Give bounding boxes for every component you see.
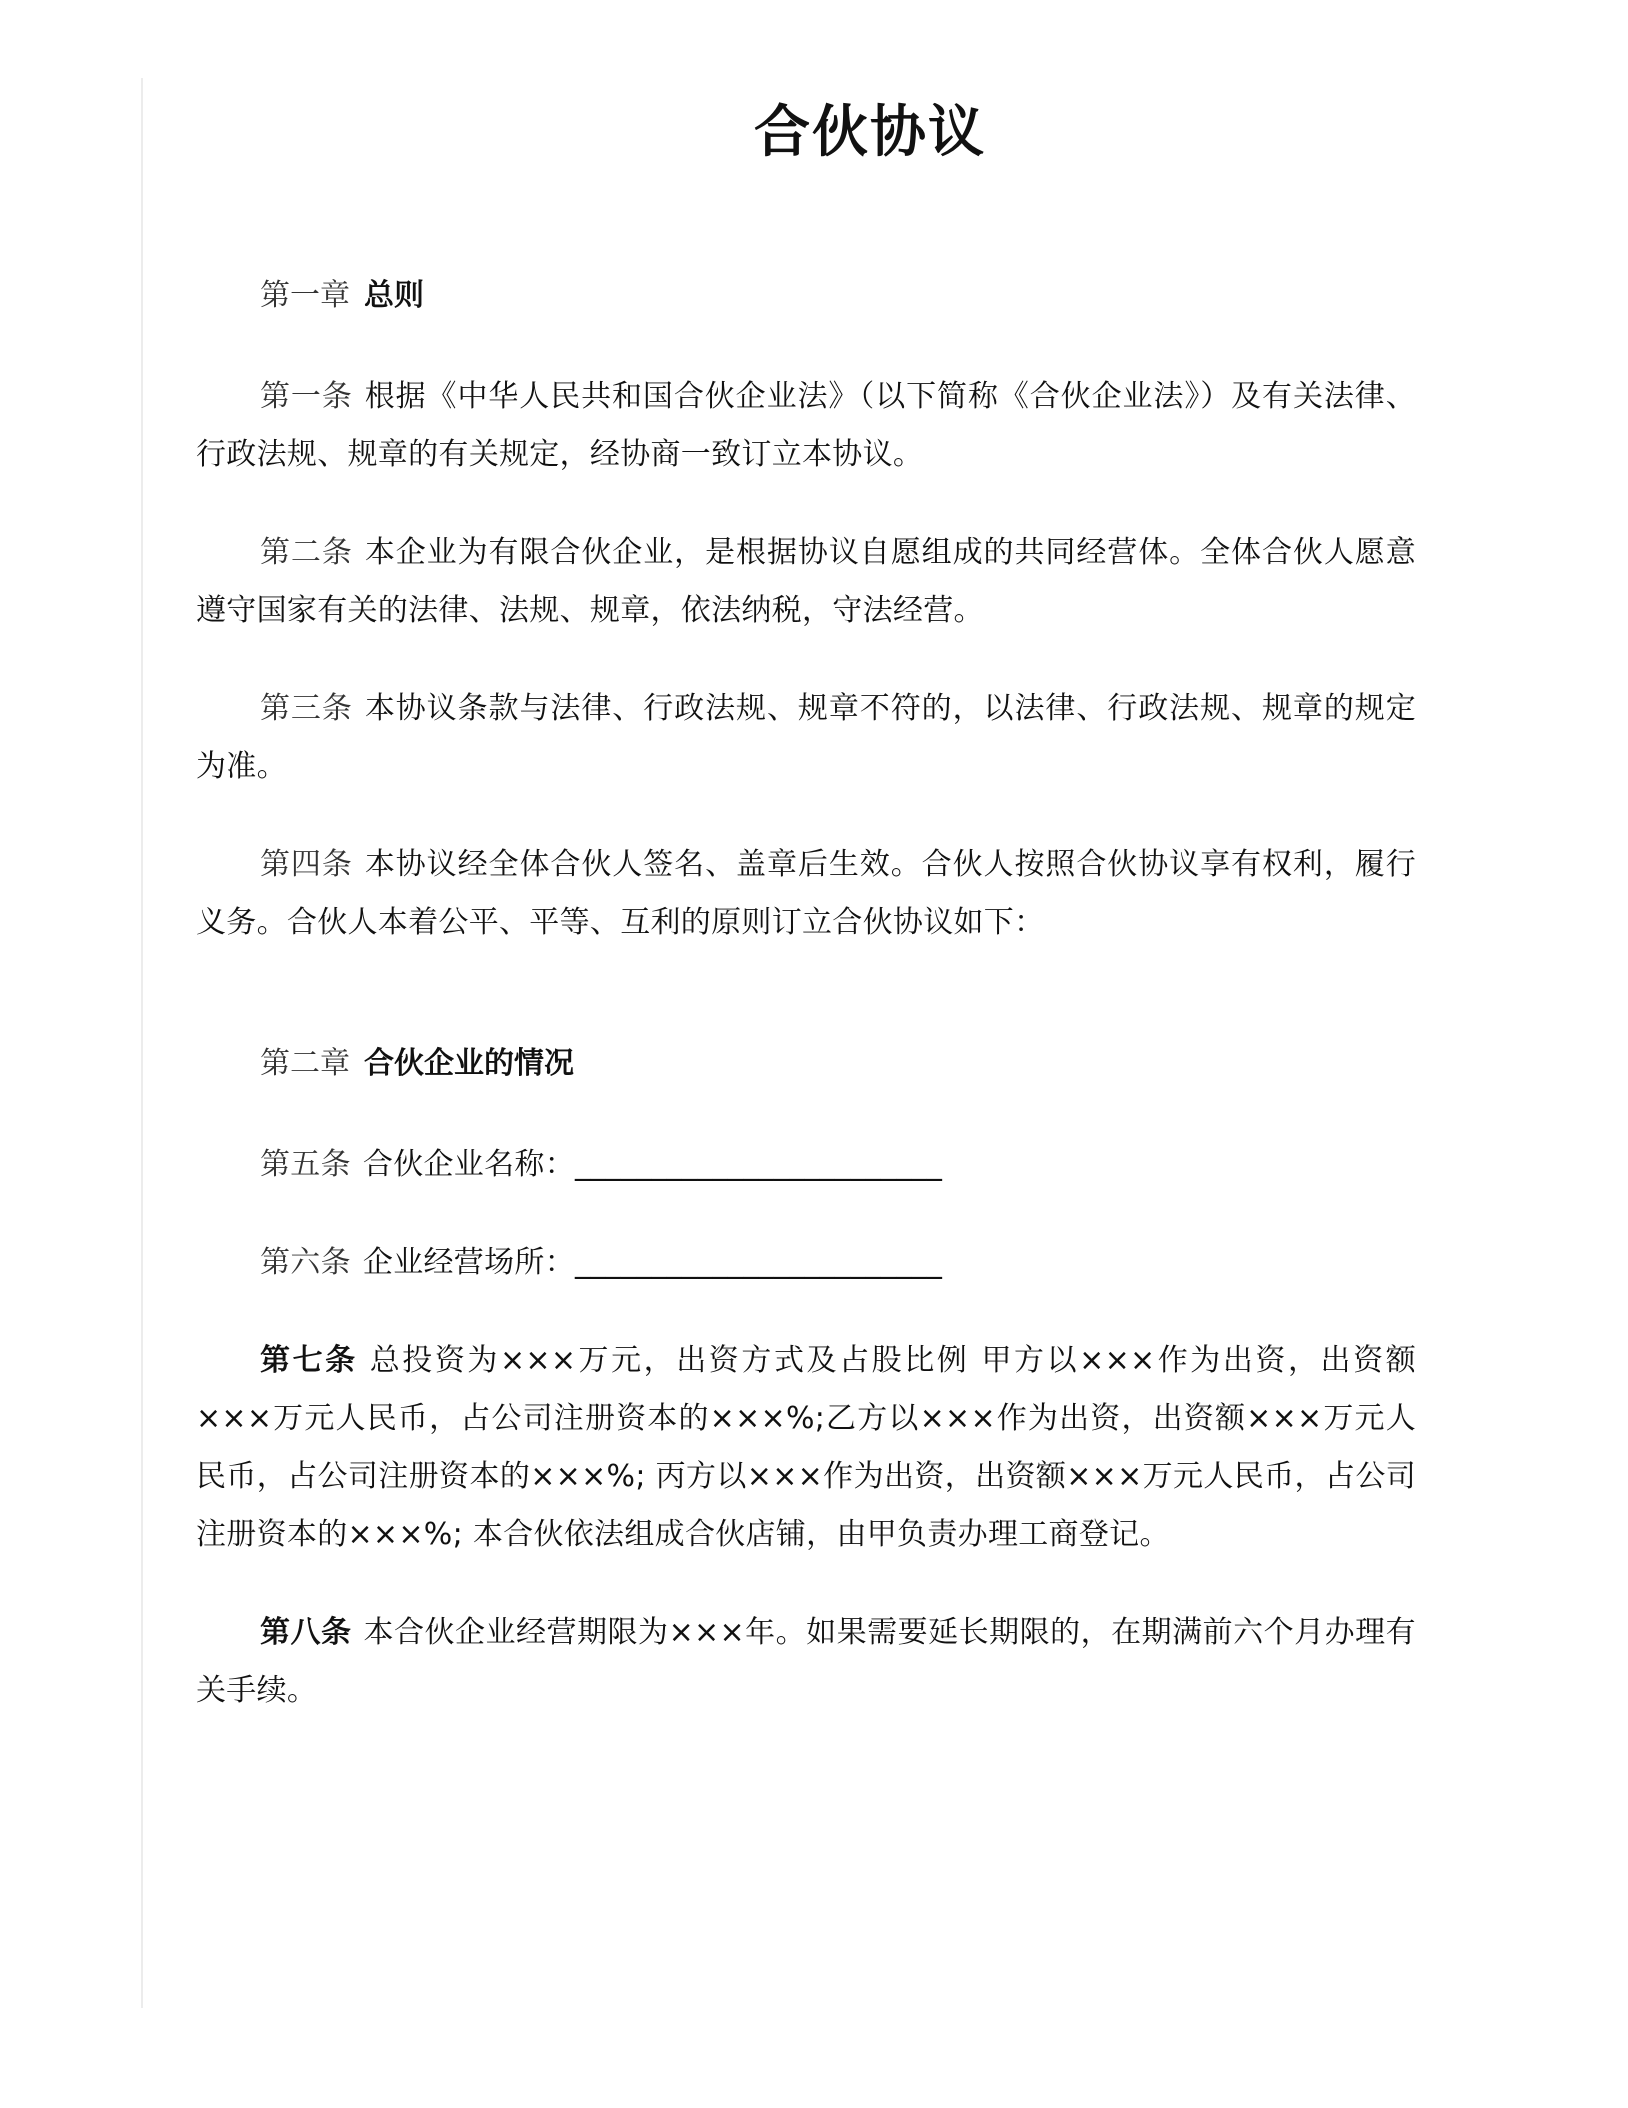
chapter-label: 第一章 xyxy=(260,278,350,313)
article-label: 第一条 xyxy=(260,379,353,414)
chapter-spacer xyxy=(196,992,1416,1036)
article-label: 第七条 xyxy=(260,1343,358,1378)
article-label: 第二条 xyxy=(260,535,353,570)
chapter-1-heading xyxy=(196,268,1416,324)
article-4 xyxy=(196,836,1416,952)
article-3 xyxy=(196,680,1416,796)
article-text: 本企业为有限合伙企业，是根据协议自愿组成的共同经营体。全体合伙人愿意遵守国家有关的法律、法规、规章，依法纳税，守法经营。 xyxy=(196,535,1416,628)
article-text: 本合伙企业经营期限为×××年。如果需要延长期限的，在期满前六个月办理有关手续。 xyxy=(196,1615,1416,1708)
article-1 xyxy=(196,368,1416,484)
document-body xyxy=(196,268,1416,1760)
article-text: 根据《中华人民共和国合伙企业法》（以下简称《合伙企业法》）及有关法律、行政法规、规章的有关规定，经协商一致订立本协议。 xyxy=(196,379,1416,472)
article-7 xyxy=(196,1332,1416,1564)
article-2 xyxy=(196,524,1416,640)
article-label: 第四条 xyxy=(260,847,353,882)
article-text: 总投资为×××万元，出资方式及占股比例 甲方以×××作为出资，出资额×××万元人民币，占公司注册资本的×××%;乙方以×××作为出资，出资额×××万元人民币，占公司注册资本的×××%; 丙方以×××作为出资，出资额×××万元人民币，占公司注册资本的×××%; 本合伙依法组成合伙店铺，由甲负责办理工商登记。 xyxy=(196,1343,1416,1552)
article-8 xyxy=(196,1604,1416,1720)
article-label: 第三条 xyxy=(260,691,353,726)
article-5 xyxy=(196,1136,1416,1194)
article-text: 本协议条款与法律、行政法规、规章不符的，以法律、行政法规、规章的规定为准。 xyxy=(196,691,1416,784)
article-6 xyxy=(196,1234,1416,1292)
chapter-2-heading xyxy=(196,1036,1416,1092)
chapter-title: 合伙企业的情况 xyxy=(364,1046,574,1081)
article-label: 第五条 xyxy=(260,1147,351,1182)
document-title: 合伙协议 xyxy=(754,100,986,165)
chapter-label: 第二章 xyxy=(260,1046,350,1081)
article-text: 本协议经全体合伙人签名、盖章后生效。合伙人按照合伙协议享有权利，履行义务。合伙人本着公平、平等、互利的原则订立合伙协议如下： xyxy=(196,847,1416,940)
article-label: 第六条 xyxy=(260,1245,351,1280)
article-text: 合伙企业名称：________________________ xyxy=(362,1147,943,1182)
article-label: 第八条 xyxy=(260,1615,352,1650)
chapter-title: 总则 xyxy=(364,278,424,313)
article-text: 企业经营场所：________________________ xyxy=(362,1245,943,1280)
page-margin-line xyxy=(141,78,143,2008)
